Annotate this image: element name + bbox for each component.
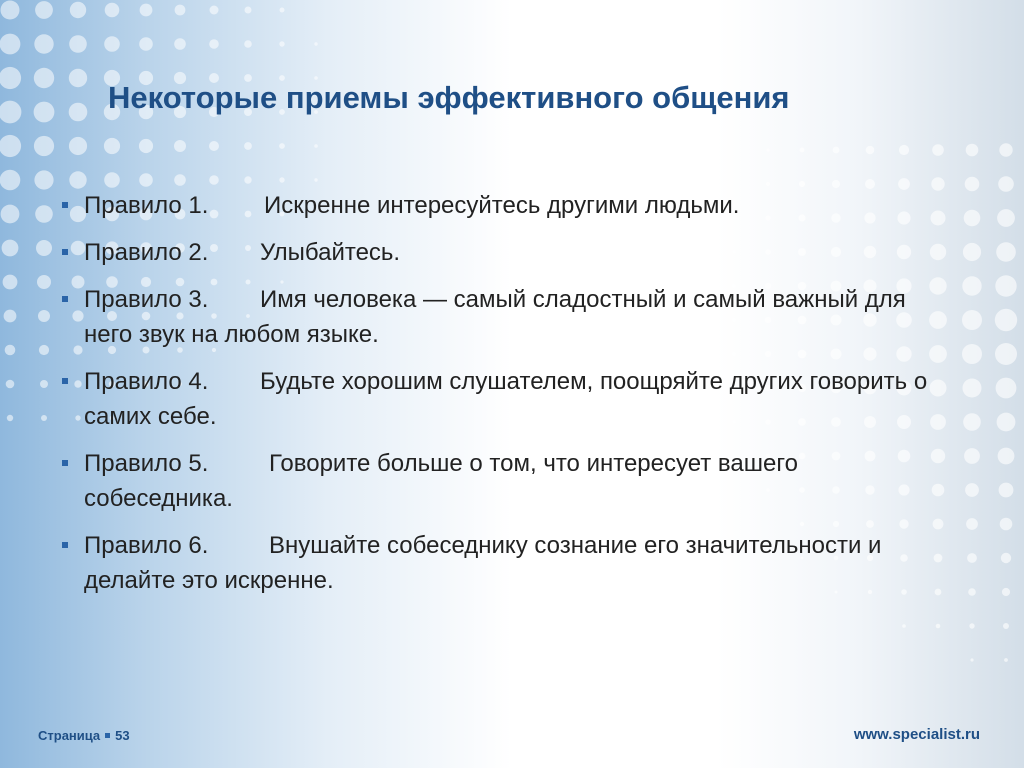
page-number: 53 [115,728,130,743]
page-label: Страница [38,728,101,743]
rule-number: Правило 5. [84,450,209,477]
rule-number: Правило 1. [84,192,209,219]
list-item [60,235,940,270]
rule-text: Улыбайтесь. [260,239,401,266]
square-bullet-icon [62,378,68,384]
slide-title: Некоторые приемы эффективного общения [108,80,790,115]
rule-number: Правило 4. [84,368,209,395]
square-bullet-icon [62,296,68,302]
rules-list [60,188,940,610]
rule-text: Будьте хорошим слушателем, поощряйте других говорить о самих себе. [84,368,928,430]
rule-number: Правило 2. [84,239,209,266]
square-bullet-icon [62,460,68,466]
list-item [60,528,940,598]
square-bullet-icon [62,202,68,208]
page-indicator [38,728,130,743]
square-bullet-icon [105,733,110,738]
rule-number: Правило 6. [84,532,209,559]
rule-number: Правило 3. [84,286,209,313]
website-link[interactable]: www.specialist.ru [853,726,980,743]
list-item [60,188,940,223]
rule-text: Внушайте собеседнику сознание его значительности и делайте это искренне. [84,532,882,594]
list-item [60,364,940,434]
list-item [60,446,940,516]
list-item [60,282,940,352]
square-bullet-icon [62,249,68,255]
square-bullet-icon [62,542,68,548]
rule-text: Искренне интересуйтесь другими людьми. [264,192,740,219]
rule-text: Говорите больше о том, что интересует вашего собеседника. [84,450,798,512]
rule-text: Имя человека — самый сладостный и самый важный для него звук на любом языке. [84,286,906,348]
